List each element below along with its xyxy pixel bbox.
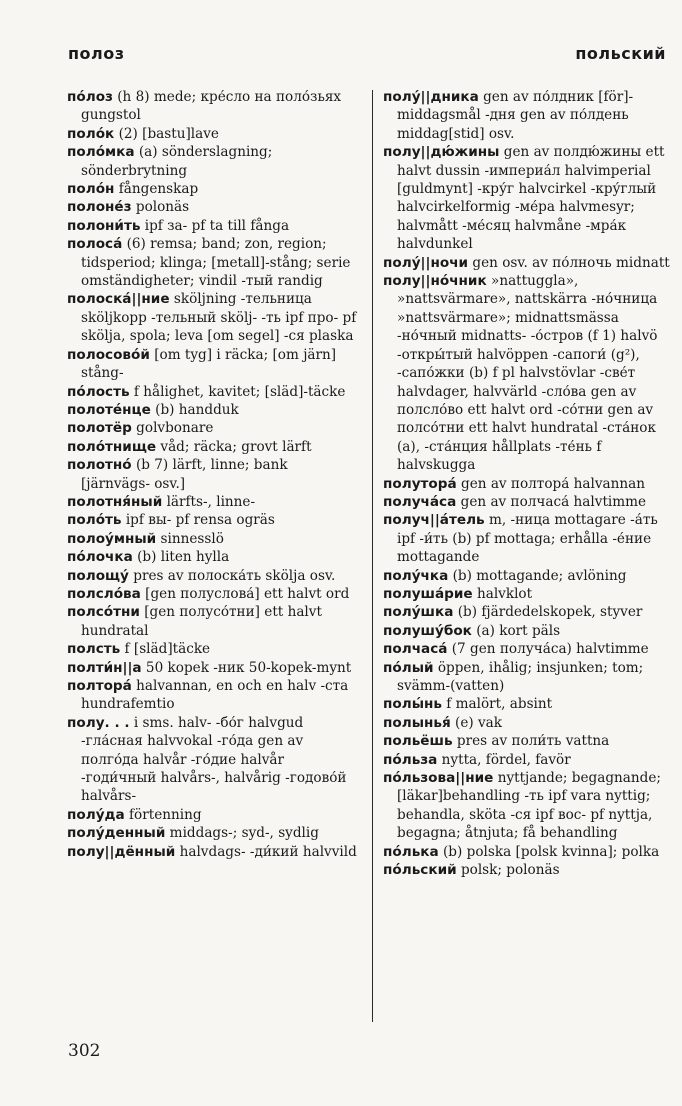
entry-definition: [om tyg] i räcka; [om järn] stång-	[81, 346, 337, 382]
entry-definition: (b) handduk	[150, 401, 239, 418]
dictionary-entry	[383, 732, 676, 750]
entry-definition: f malört, absint	[441, 696, 553, 713]
dictionary-entry	[383, 254, 676, 272]
entry-definition: [gen полуслова́] ett halvt ord	[140, 585, 350, 602]
entry-headword: по́льзова||ние	[383, 770, 494, 787]
entry-definition: »nattuggla», »nattsvärmare», nattskärra -но́чница »nattsvärmare»; midnattsmässa -но́чный midnatts- -о́стров (f 1) halvö -откры́тый halvöppen -сапоги́ (g²), -сапо́жки (b) f pl halvstövlar -све́т halvdager, halvvärld -сло́ва gen av полсло́во ett halvt ord -со́тни gen av полсо́тни ett halvt hundratal -ста́нок (a), -ста́нция hållplats -те́нь f halvskugga	[397, 273, 658, 474]
dictionary-entry	[67, 603, 360, 640]
entry-definition: (7 gen получа́са) halvtimme	[447, 641, 649, 658]
entry-definition: förtenning	[124, 806, 202, 823]
dictionary-entry	[383, 714, 676, 732]
dictionary-entry	[383, 475, 676, 493]
dictionary-entry	[67, 659, 360, 677]
running-head-right: польский	[575, 44, 666, 63]
dictionary-entry	[383, 88, 676, 143]
entry-headword: полоне́з	[67, 199, 132, 216]
entry-definition: (e) vak	[450, 714, 503, 731]
entry-definition: gen osv. av по́лночь midnatt	[468, 254, 670, 271]
entry-headword: полу||дю́жины	[383, 144, 500, 161]
dictionary-entry	[67, 493, 360, 511]
dictionary-entry	[67, 88, 360, 125]
entry-definition: 50 kopek -ник 50-kopek-mynt	[141, 659, 352, 676]
entry-definition: öppen, ihålig; insjunken; tom; svämm-(vatten)	[397, 659, 644, 694]
running-head-left: полоз	[68, 44, 125, 63]
entry-definition: (b) mottagande; avlöning	[448, 567, 627, 584]
dictionary-entry	[67, 235, 360, 290]
entry-headword: полу́денный	[67, 825, 166, 842]
dictionary-entry	[67, 824, 360, 842]
entry-headword: польёшь	[383, 733, 453, 750]
entry-headword: полотно́	[67, 457, 132, 474]
entry-headword: по́лоз	[67, 89, 113, 105]
entry-headword: полосово́й	[67, 346, 150, 363]
dictionary-entry	[383, 769, 676, 843]
dictionary-entry	[67, 530, 360, 548]
entry-definition: sinnesslö	[156, 530, 224, 547]
entry-headword: поло́ть	[67, 512, 122, 529]
entry-headword: получ||а́тель	[383, 512, 485, 529]
entry-definition: (h 8) mede; кре́сло на поло́зьях gungstol	[81, 89, 342, 124]
entry-definition: halvklot	[472, 585, 533, 602]
dictionary-entry	[67, 585, 360, 603]
entry-definition: nyttjande; begagnande; [läkar]behandling -ть ipf vara nyttig; behandla, sköta -ся ipf вос- pf nyttja, begagna; åtnjuta; få behandling	[397, 770, 661, 842]
entry-headword: по́лька	[383, 843, 439, 860]
entry-definition: gen av по́лдник [för]-middagsmål -дня gen av по́лдень middag[stid] osv.	[397, 89, 634, 142]
entry-headword: полотня́ный	[67, 493, 163, 510]
entry-headword: полу́||ночи	[383, 254, 469, 271]
dictionary-entry	[383, 493, 676, 511]
dictionary-entry	[383, 511, 676, 566]
entry-headword: полощу́	[67, 567, 129, 584]
entry-definition: ipf за- pf ta till fånga	[140, 217, 290, 234]
dictionary-entry	[383, 272, 676, 474]
dictionary-entry	[383, 622, 676, 640]
entry-definition: (6) remsa; band; zon, region; tidsperiod; klinga; [metall]-stång; serie omständigheter; vindil -тый randig	[81, 236, 351, 290]
entry-definition: sköljning -тельница sköljkopp -тельный skölj- -ть ipf про- pf skölja, spola; leva [om segel] -ся plaska	[81, 291, 357, 345]
entry-headword: полы́нь	[383, 696, 442, 713]
entry-headword: по́лость	[67, 383, 130, 400]
entry-definition: pres av поли́ть vattna	[452, 733, 610, 750]
entry-definition: golvbonare	[131, 420, 214, 437]
entry-headword: по́льский	[383, 862, 457, 879]
dictionary-entry	[67, 346, 360, 383]
dictionary-entry	[67, 383, 360, 401]
entry-definition: f [släd]täcke	[120, 641, 211, 658]
dictionary-entry	[67, 640, 360, 658]
column-divider	[372, 90, 373, 1022]
entry-headword: по́льза	[383, 751, 438, 768]
entry-headword: полу́чка	[383, 567, 449, 584]
dictionary-entry	[383, 861, 676, 879]
entry-headword: полу||дённый	[67, 843, 176, 860]
entry-definition: (b) fjärdedelskopek, styver	[453, 604, 643, 621]
entry-definition: (b 7) lärft, linne; bank [järnvägs- osv.]	[81, 457, 288, 492]
entry-headword: полоса́	[67, 236, 123, 253]
entry-definition: f hålighet, kavitet; [släd]-täcke	[129, 383, 346, 400]
entry-headword: полтора́	[67, 678, 132, 694]
entry-headword: полутора́	[383, 475, 457, 492]
dictionary-entry	[67, 714, 360, 806]
entry-definition: ipf вы- pf rensa ogräs	[121, 512, 275, 529]
entry-headword: полсо́тни	[67, 604, 140, 621]
dictionary-entry	[67, 401, 360, 419]
entry-headword: полони́ть	[67, 217, 141, 234]
entry-definition: polonäs	[131, 199, 190, 216]
entry-definition: gen av полтора́ halvannan	[456, 475, 645, 492]
entry-headword: получа́са	[383, 493, 457, 510]
dictionary-entry	[67, 438, 360, 456]
dictionary-entry	[67, 456, 360, 493]
entry-definition: middags-; syd-, sydlig	[165, 825, 319, 842]
entry-headword: поло́мка	[67, 144, 135, 161]
dictionary-entry	[383, 843, 676, 861]
entry-definition: gen av полчаса́ halvtimme	[456, 493, 647, 510]
entry-headword: по́лочка	[67, 549, 133, 566]
dictionary-entry	[383, 695, 676, 713]
entry-definition: (a) kort päls	[471, 622, 561, 639]
entry-definition: (2) [bastu]lave	[114, 125, 219, 142]
dictionary-entry	[383, 659, 676, 696]
entry-definition: [gen полусо́тни] ett halvt hundratal	[81, 604, 322, 639]
entry-definition: halvannan, en och en halv -ста hundrafemtio	[81, 678, 349, 713]
dictionary-entry	[67, 180, 360, 198]
dictionary-entry	[67, 567, 360, 585]
dictionary-entry	[67, 806, 360, 824]
entry-headword: полоте́нце	[67, 401, 151, 418]
entry-headword: полынья́	[383, 714, 451, 731]
entry-headword: полушу́бок	[383, 622, 472, 639]
dictionary-entry	[67, 125, 360, 143]
entry-headword: полоу́мный	[67, 530, 157, 547]
right-column	[383, 88, 676, 879]
entry-headword: полти́н||а	[67, 659, 142, 676]
entry-headword: поло́н	[67, 181, 115, 198]
dictionary-entry	[67, 290, 360, 345]
entry-headword: полотёр	[67, 420, 132, 437]
entry-headword: полу́шка	[383, 604, 454, 621]
dictionary-entry	[383, 751, 676, 769]
entry-headword: полчаса́	[383, 641, 448, 658]
entry-headword: полоска́||ние	[67, 291, 170, 308]
entry-headword: по́лый	[383, 659, 434, 676]
entry-definition: halvdags- -ди́кий halvvild	[175, 843, 357, 860]
dictionary-entry	[383, 585, 676, 603]
entry-definition: nytta, fördel, favör	[437, 751, 571, 768]
entry-headword: поло́к	[67, 125, 115, 142]
dictionary-entry	[67, 143, 360, 180]
entry-headword: поло́тнище	[67, 438, 157, 455]
left-column	[67, 88, 360, 861]
dictionary-entry	[383, 640, 676, 658]
entry-headword: полу. . .	[67, 714, 130, 731]
entry-definition: polsk; polonäs	[456, 862, 560, 879]
dictionary-entry	[383, 143, 676, 253]
entry-headword: полу||но́чник	[383, 273, 487, 290]
entry-headword: полу́да	[67, 806, 125, 823]
entry-headword: полсло́ва	[67, 585, 141, 602]
entry-definition: (a) sönderslagning; sönderbrytning	[81, 144, 273, 179]
dictionary-entry	[67, 217, 360, 235]
dictionary-entry	[67, 843, 360, 861]
entry-definition: (b) polska [polsk kvinna]; polka	[438, 843, 660, 860]
entry-definition: fångenskap	[114, 181, 199, 198]
entry-definition: gen av полдю́жины ett halvt dussin -империа́л halvimperial [guldmynt] -кру́г halvcirkel -кру́глый halvcirkelformig -ме́ра halvmesyr; halvmått -ме́сяц halvmåne -мра́к halvdunkel	[397, 144, 665, 253]
dictionary-entry	[383, 603, 676, 621]
entry-definition: pres av полоска́ть skölja osv.	[128, 567, 336, 584]
dictionary-entry	[67, 548, 360, 566]
dictionary-entry	[67, 511, 360, 529]
entry-definition: i sms. halv- -бо́г halvgud -гла́сная halvvokal -го́да gen av полго́да halvår -го́дие halvår -годи́чный halvårs-, halvårig -годово́й halvårs-	[81, 714, 347, 805]
dictionary-entry	[67, 419, 360, 437]
entry-headword: полуша́рие	[383, 585, 473, 602]
page-number: 302	[68, 1041, 101, 1061]
entry-definition: (b) liten hylla	[132, 549, 230, 566]
dictionary-entry	[383, 567, 676, 585]
dictionary-entry	[67, 198, 360, 216]
entry-headword: полу́||дника	[383, 89, 479, 105]
entry-definition: m, -ница mottagare -а́ть ipf -и́ть (b) pf mottaga; erhålla -е́ние mottagande	[397, 512, 658, 566]
entry-definition: våd; räcka; grovt lärft	[156, 438, 312, 455]
entry-definition: lärfts-, linne-	[162, 493, 256, 510]
dictionary-entry	[67, 677, 360, 714]
entry-headword: полсть	[67, 641, 121, 658]
